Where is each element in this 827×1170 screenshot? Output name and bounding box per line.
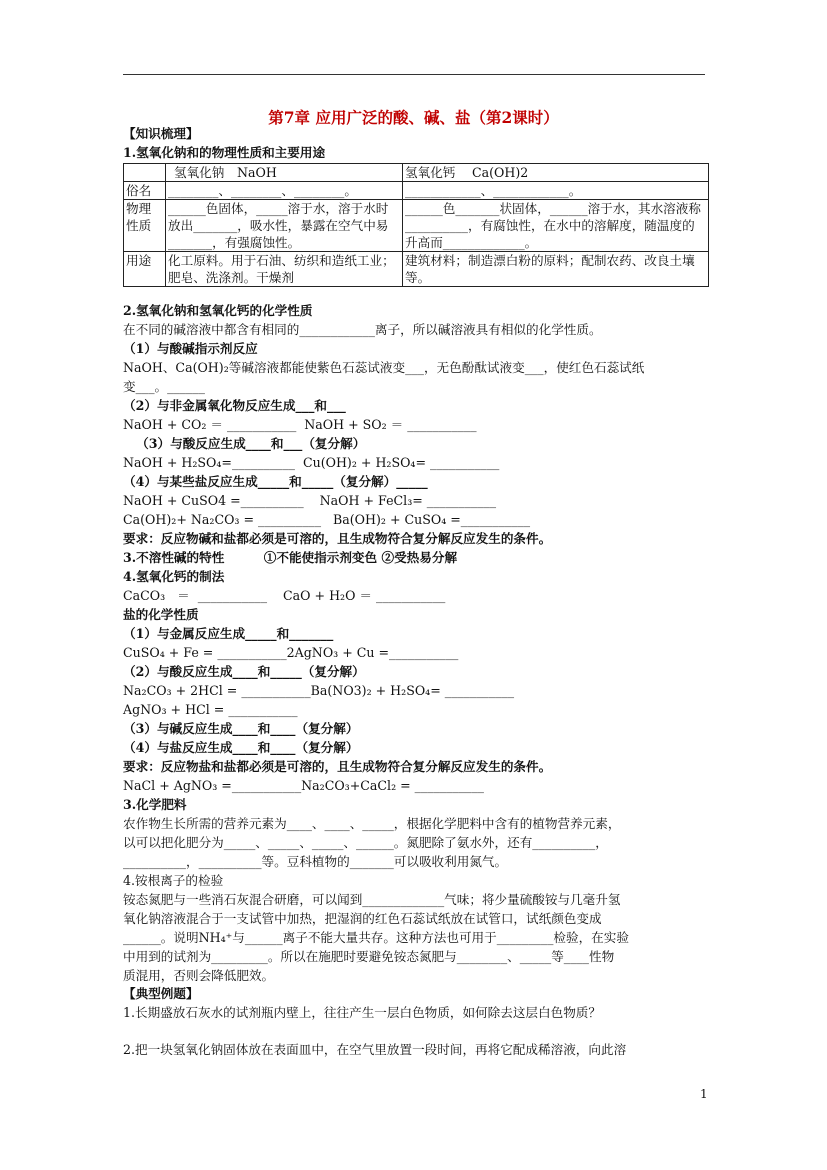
text-line: 农作物生长所需的营养元素为____、____、_____，根据化学肥料中含有的植物营养元素， bbox=[123, 816, 621, 831]
text-line: __________，__________等。豆科植物的_______可以吸收利用氮气。 bbox=[123, 854, 508, 869]
text-line: 要求：反应物盐和盐都必须是可溶的，且生成物符合复分解反应发生的条件。 bbox=[123, 759, 552, 774]
text-line: 盐的化学性质 bbox=[123, 607, 199, 622]
text-line: （1）与金属反应生成_____和_______ bbox=[123, 626, 334, 641]
text-line: 4.氢氧化钙的制法 bbox=[123, 569, 225, 584]
text-line: Ca(OH)₂+ Na₂CO₃ = __________ Ba(OH)₂ + CuSO₄ =___________ bbox=[123, 512, 531, 527]
text-line: 3.化学肥料 bbox=[123, 797, 187, 812]
text-line: CaCO₃ ＝ ___________ CaO + H₂O ＝ ___________ bbox=[123, 588, 446, 603]
table-row bbox=[124, 182, 709, 200]
text-line: 氧化钠溶液混合于一支试管中加热，把湿润的红色石蕊试纸放在试管口，试纸颜色变成 bbox=[123, 911, 602, 926]
table-cell: ______色固体，_____溶于水，溶于水时放出_______，吸水性，暴露在空气中易_______，有强腐蚀性。 bbox=[166, 200, 403, 252]
text-line: （1）与酸碱指示剂反应 bbox=[123, 341, 258, 356]
section-knowledge: 【知识梳理】 bbox=[123, 126, 199, 141]
text-line: 1.长期盛放石灰水的试剂瓶内壁上，往往产生一层白色物质，如何除去这层白色物质？ bbox=[123, 1005, 601, 1020]
text-line: （3）与酸反应生成____和___（复分解） bbox=[123, 436, 366, 451]
text-line: 在不同的碱溶液中都含有相同的____________离子，所以碱溶液具有相似的化学性质。 bbox=[123, 322, 602, 337]
table-cell: ________、________、________。 bbox=[166, 182, 403, 200]
table-cell: 建筑材料；制造漂白粉的原料；配制农药、改良土壤等。 bbox=[403, 252, 709, 287]
row-label: 物理性质 bbox=[124, 200, 166, 252]
text-line: 铵态氮肥与一些消石灰混合研磨，可以闻到_____________气味；将少量硫酸铵与几毫升氢 bbox=[123, 892, 621, 907]
text-line: 3.不溶性碱的特性 ①不能使指示剂变色 ②受热易分解 bbox=[123, 550, 458, 565]
page-title: 第7章 应用广泛的酸、碱、盐（第2课时） bbox=[268, 108, 559, 127]
header-rule bbox=[123, 74, 705, 75]
row-label: 用途 bbox=[124, 252, 166, 287]
text-line: NaOH + H₂SO₄=__________ Cu(OH)₂ + H₂SO₄= ___________ bbox=[123, 455, 500, 470]
table-row bbox=[124, 252, 709, 287]
text-line: （2）与酸反应生成____和_____（复分解） bbox=[123, 664, 365, 679]
text-line: NaOH + CuSO4 =__________ NaOH + FeCl₃= ___________ bbox=[123, 493, 497, 508]
text-line: 质混用，否则会降低肥效。 bbox=[123, 968, 275, 983]
text-line: 【典型例题】 bbox=[123, 986, 199, 1001]
table-cell: ______色_______状固体，______溶于水，其水溶液称__________，有腐蚀性，在水中的溶解度，随温度的升高而_____________。 bbox=[403, 200, 709, 252]
text-line: （4）与盐反应生成____和____（复分解） bbox=[123, 740, 359, 755]
text-line: 变___。______ bbox=[123, 379, 205, 394]
text-line: CuSO₄ + Fe = ___________2AgNO₃ + Cu =___________ bbox=[123, 645, 459, 660]
table-cell: ____________、____________。 bbox=[403, 182, 709, 200]
text-line: （4）与某些盐反应生成_____和_____（复分解）_____ bbox=[123, 474, 428, 489]
table-row bbox=[124, 200, 709, 252]
text-line: 中用到的试剂为_________。所以在施肥时要避免铵态氮肥与________、_____等____性物 bbox=[123, 949, 615, 964]
text-line: 4.铵根离子的检验 bbox=[123, 873, 224, 888]
text-line: Na₂CO₃ + 2HCl = ___________Ba(NO3)₂ + H₂SO₄= ___________ bbox=[123, 683, 515, 698]
properties-table bbox=[123, 163, 709, 287]
text-line: NaOH + CO₂ ＝ ___________ NaOH + SO₂ ＝ ___________ bbox=[123, 417, 477, 432]
naoh-header: 氢氧化钠 NaOH bbox=[166, 164, 403, 182]
table-cell: 化工原料。用于石油、纺织和造纸工业；肥皂、洗涤剂。干燥剂 bbox=[166, 252, 403, 287]
table-header-row bbox=[124, 164, 709, 182]
page-number: 1 bbox=[700, 1087, 708, 1101]
text-line: 2.氢氧化钠和氢氧化钙的化学性质 bbox=[123, 303, 313, 318]
caoh2-header: 氢氧化钙 Ca(OH)2 bbox=[403, 164, 709, 182]
text-line: 要求：反应物碱和盐都必须是可溶的，且生成物符合复分解反应发生的条件。 bbox=[123, 531, 552, 546]
text-line: NaCl + AgNO₃ =___________Na₂CO₃+CaCl₂ = ___________ bbox=[123, 778, 484, 793]
row-label: 俗名 bbox=[124, 182, 166, 200]
text-line: NaOH、Ca(OH)₂等碱溶液都能使紫色石蕊试液变___，无色酚酞试液变___，使红色石蕊试纸 bbox=[123, 360, 645, 375]
text-line: AgNO₃ + HCl = ___________ bbox=[123, 702, 298, 717]
text-line: （3）与碱反应生成____和____（复分解） bbox=[123, 721, 359, 736]
text-line: （2）与非金属氧化物反应生成___和___ bbox=[123, 398, 346, 413]
text-line: ______。说明NH₄⁺与______离子不能大量共存。这种方法也可用于_________检验，在实验 bbox=[123, 930, 629, 945]
text-line: 2.把一块氢氧化钠固体放在表面皿中，在空气里放置一段时间，再将它配成稀溶液，向此溶 bbox=[123, 1042, 627, 1057]
section-heading-1: 1.氢氧化钠和的物理性质和主要用途 bbox=[123, 145, 326, 160]
text-line: 以可以把化肥分为_____、_____、_____、______。氮肥除了氨水外，还有__________， bbox=[123, 835, 608, 850]
